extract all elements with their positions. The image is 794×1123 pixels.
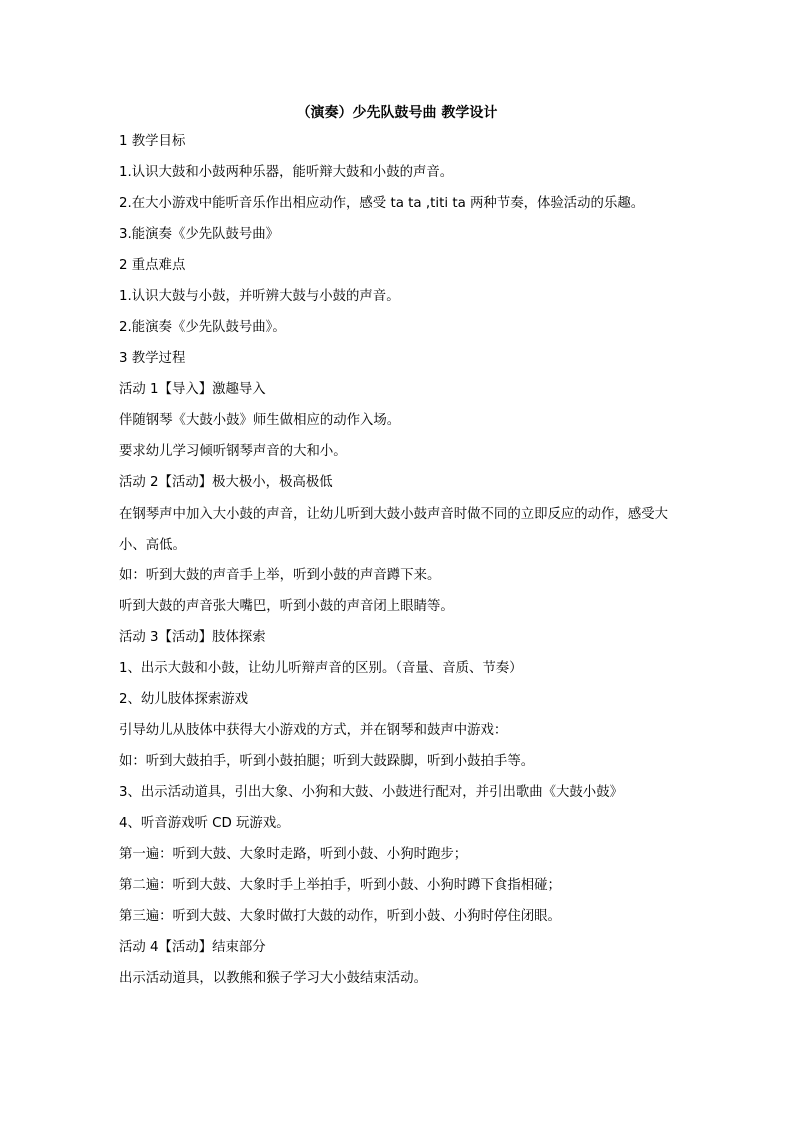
paragraph: 在钢琴声中加入大小鼓的声音，让幼儿听到大鼓小鼓声音时做不同的立即反应的动作，感受大小、高低。 bbox=[119, 507, 669, 553]
activity-heading: 活动 3【活动】肢体探索 bbox=[119, 630, 266, 645]
paragraph: 4、听音游戏听 CD 玩游戏。 bbox=[119, 816, 290, 831]
paragraph: 如：听到大鼓的声音手上举，听到小鼓的声音蹲下来。 bbox=[119, 568, 441, 583]
section-heading: 3 教学过程 bbox=[119, 351, 186, 366]
paragraph: 1.认识大鼓和小鼓两种乐器，能听辩大鼓和小鼓的声音。 bbox=[119, 165, 454, 180]
section-heading: 2 重点难点 bbox=[119, 258, 186, 273]
paragraph: 3、出示活动道具，引出大象、小狗和大鼓、小鼓进行配对，并引出歌曲《大鼓小鼓》 bbox=[119, 785, 623, 800]
paragraph: 引导幼儿从肢体中获得大小游戏的方式，并在钢琴和鼓声中游戏： bbox=[119, 723, 508, 738]
paragraph: 听到大鼓的声音张大嘴巴，听到小鼓的声音闭上眼睛等。 bbox=[119, 599, 454, 614]
paragraph: 出示活动道具，以教熊和猴子学习大小鼓结束活动。 bbox=[119, 971, 427, 986]
paragraph: 3.能演奏《少先队鼓号曲》 bbox=[119, 227, 280, 242]
section-heading: 1 教学目标 bbox=[119, 134, 186, 149]
activity-heading: 活动 4【活动】结束部分 bbox=[119, 940, 266, 955]
document-body bbox=[119, 132, 689, 1000]
paragraph: 2.在大小游戏中能听音乐作出相应动作，感受 ta ta ,titi ta 两种节奏，体验活动的乐趣。 bbox=[119, 196, 645, 211]
activity-heading: 活动 2【活动】极大极小，极高极低 bbox=[119, 475, 333, 490]
paragraph: 如：听到大鼓拍手，听到小鼓拍腿；听到大鼓跺脚，听到小鼓拍手等。 bbox=[119, 754, 535, 769]
paragraph: 1.认识大鼓与小鼓，并听辨大鼓与小鼓的声音。 bbox=[119, 289, 400, 304]
paragraph: 1、出示大鼓和小鼓，让幼儿听辩声音的区别。（音量、音质、节奏） bbox=[119, 661, 523, 676]
paragraph: 2、幼儿肢体探索游戏 bbox=[119, 692, 249, 707]
paragraph: 2.能演奏《少先队鼓号曲》。 bbox=[119, 320, 286, 335]
paragraph: 要求幼儿学习倾听钢琴声音的大和小。 bbox=[119, 444, 347, 459]
document-title: （演奏）少先队鼓号曲 教学设计 bbox=[296, 105, 498, 121]
paragraph: 第三遍：听到大鼓、大象时做打大鼓的动作，听到小鼓、小狗时停住闭眼。 bbox=[119, 909, 561, 924]
activity-heading: 活动 1【导入】激趣导入 bbox=[119, 382, 266, 397]
paragraph: 第二遍：听到大鼓、大象时手上举拍手，听到小鼓、小狗时蹲下食指相碰； bbox=[119, 878, 561, 893]
paragraph: 伴随钢琴《大鼓小鼓》师生做相应的动作入场。 bbox=[119, 413, 401, 428]
paragraph: 第一遍：听到大鼓、大象时走路，听到小鼓、小狗时跑步； bbox=[119, 847, 468, 862]
